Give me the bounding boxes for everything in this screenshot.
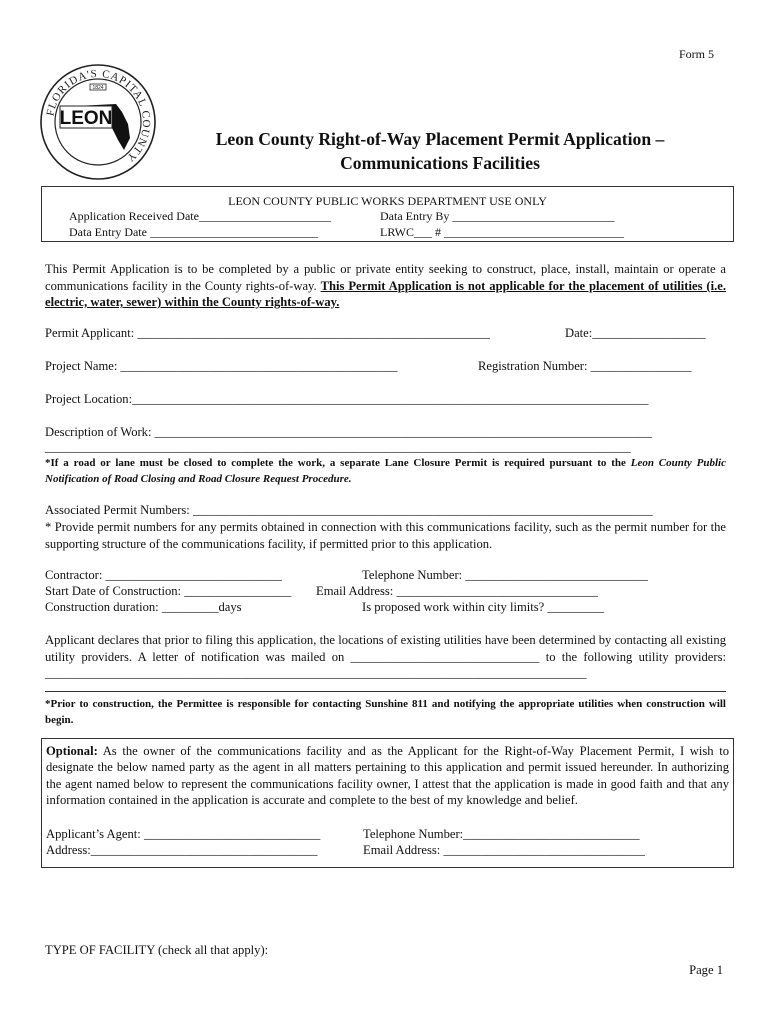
office-use-box <box>41 186 734 242</box>
data-entry-by-field[interactable]: Data Entry By ___________________________ <box>380 209 615 223</box>
registration-number-field[interactable]: Registration Number: ________________ <box>478 359 692 373</box>
intro-paragraph <box>45 261 726 311</box>
lane-closure-note <box>45 455 726 487</box>
page-title <box>160 127 720 175</box>
intro-text: This Permit Application is to be completed by a public or private entity seeking to construct, place, install, maintain or operate a communications facility in the County rights-of-way. <box>45 262 726 293</box>
contractor-email-field[interactable]: Email Address: ________________________________ <box>316 584 598 598</box>
optional-agent-box <box>41 738 734 868</box>
page-number: Page 1 <box>689 963 723 977</box>
permit-applicant-field[interactable]: Permit Applicant: ________________________________________________________ <box>45 326 490 340</box>
sunshine-811-note: *Prior to construction, the Permittee is responsible for contacting Sunshine 811 and notifying the appropriate utilities when construction will begin. <box>45 698 726 726</box>
date-field[interactable]: Date:__________________ <box>565 326 706 340</box>
contractor-field[interactable]: Contractor: ____________________________ <box>45 568 282 582</box>
optional-text: As the owner of the communications facility and as the Applicant for the Right-of-Way Placement Permit, I wish to designate the below named party as the agent in all matters pertaining to this application and permit issued hereunder. In authorizing the agent named below to represent the communications facility owner, I attest that the application is made in good faith and that any information contained in the application is accurate and complete to the best of my knowledge and belief. <box>46 744 729 807</box>
contractor-telephone-field[interactable]: Telephone Number: _____________________________ <box>362 568 648 582</box>
associated-permits-field[interactable]: Associated Permit Numbers: _________________________________________________________________________ <box>45 503 653 517</box>
associated-permits-note: * Provide permit numbers for any permits obtained in connection with this communications facility, such as the permit number for the supporting structure of the communications facility, if permitted prior to this application. <box>45 520 726 551</box>
lane-closure-text: *If a road or lane must be closed to complete the work, a separate Lane Closure Permit is required pursuant to the <box>45 457 631 469</box>
seal-center-text: LEON <box>59 108 113 129</box>
city-limits-field[interactable]: Is proposed work within city limits? _________ <box>362 600 605 614</box>
office-use-heading: LEON COUNTY PUBLIC WORKS DEPARTMENT USE ONLY <box>228 194 547 208</box>
seal-year: 1824 <box>92 85 104 91</box>
construction-duration-field[interactable]: Construction duration: _________days <box>45 600 242 614</box>
description-continuation-field[interactable]: _____________________________________________________________________________________________ <box>45 440 631 454</box>
leon-county-seal-icon <box>38 62 158 182</box>
agent-email-field[interactable]: Email Address: ________________________________ <box>363 843 645 857</box>
agent-telephone-field[interactable]: Telephone Number:____________________________ <box>363 827 640 841</box>
project-name-field[interactable]: Project Name: ____________________________________________ <box>45 359 398 373</box>
seal-ring-text: FLORIDA'S CAPITAL COUNTY <box>44 67 153 165</box>
agent-address-field[interactable]: Address:____________________________________ <box>46 843 318 857</box>
data-entry-date-field[interactable]: Data Entry Date ____________________________ <box>69 225 318 239</box>
optional-label: Optional: <box>46 744 98 758</box>
intro-bold-text: This Permit Application is not applicable for the placement of utilities (i.e. electric, water, sewer) within the County rights-of-way. <box>45 278 726 309</box>
lane-closure-procedure: Leon County Public Notification of Road Closing and Road Closure Request Procedure. <box>45 457 727 485</box>
project-location-field[interactable]: Project Location:__________________________________________________________________________________ <box>45 392 649 406</box>
seal-graphic <box>38 62 158 182</box>
received-date-field[interactable]: Application Received Date______________________ <box>69 209 331 223</box>
optional-paragraph <box>46 743 729 808</box>
title-line-1: Leon County Right-of-Way Placement Permit Application – <box>215 129 665 149</box>
utilities-paragraph: Applicant declares that prior to filing this application, the locations of existing utilities have been determined by contacting all existing utility providers. A letter of notification was mailed on ______________________________ to the following utility providers: ______________________________________________________________________________________ <box>45 633 726 680</box>
agent-name-field[interactable]: Applicant’s Agent: ____________________________ <box>46 827 321 841</box>
type-of-facility-heading: TYPE OF FACILITY (check all that apply): <box>45 943 269 957</box>
lrwc-field[interactable]: LRWC___ # ______________________________ <box>380 225 625 239</box>
divider-line <box>45 691 726 692</box>
form-number: Form 5 <box>678 47 714 61</box>
title-line-2: Communications Facilities <box>340 153 540 173</box>
description-field[interactable]: Description of Work: _______________________________________________________________________________ <box>45 425 653 439</box>
start-date-field[interactable]: Start Date of Construction: _________________ <box>45 584 292 598</box>
